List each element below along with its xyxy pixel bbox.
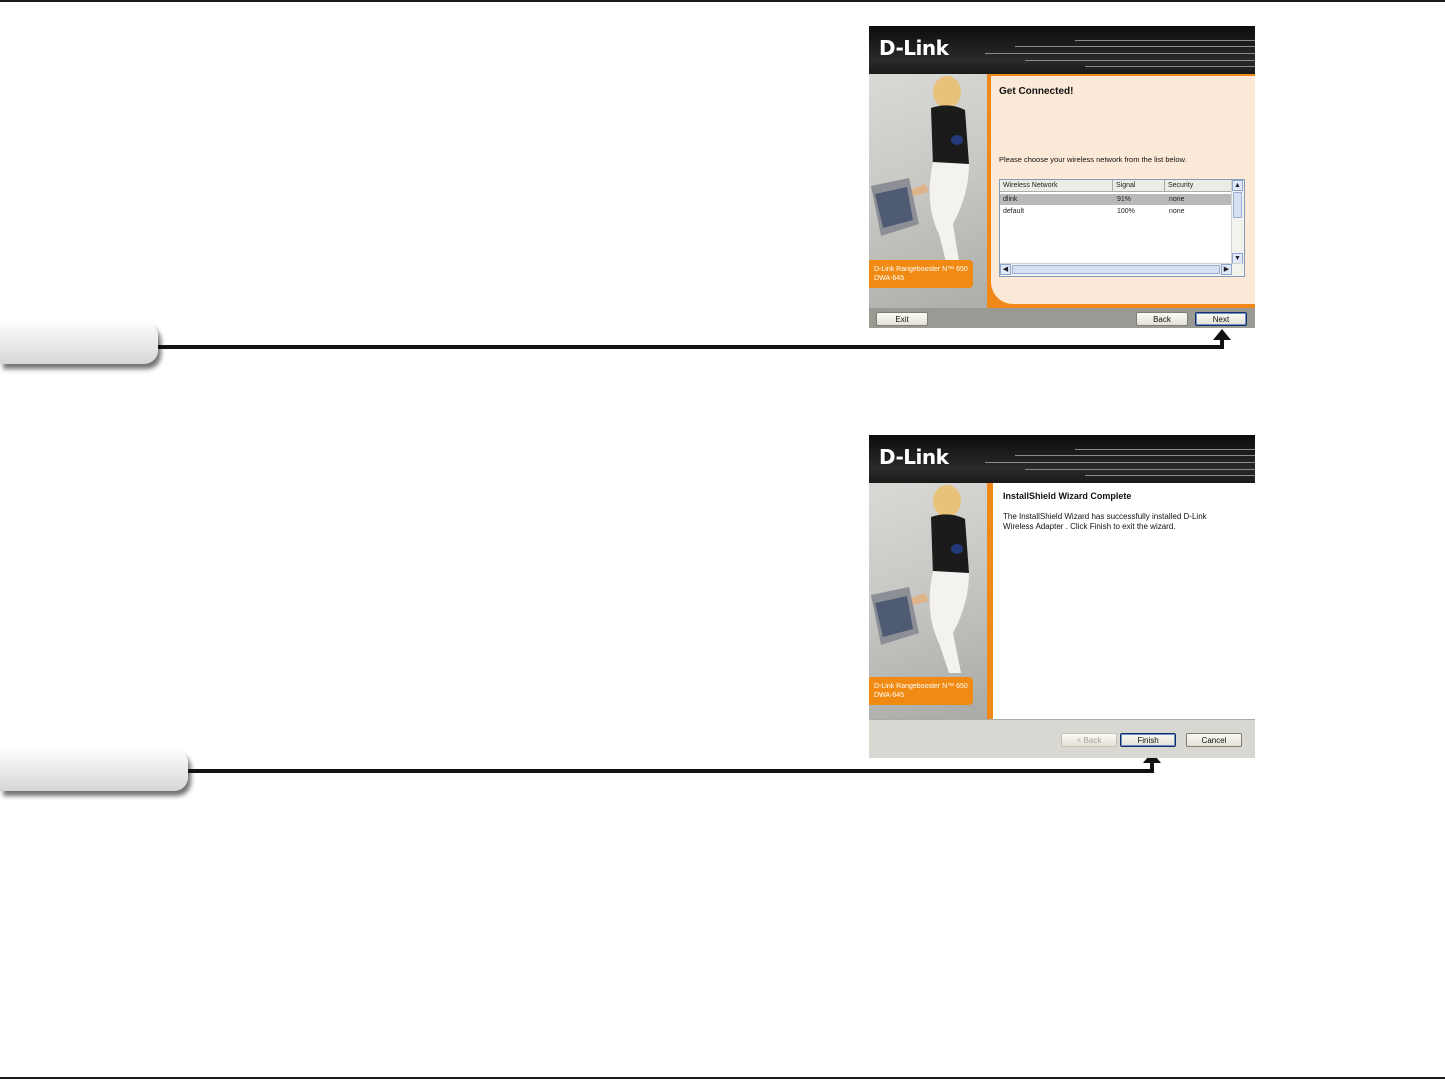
callout-2-connector bbox=[188, 769, 1154, 773]
instruction-text: Please choose your wireless network from the list below. bbox=[999, 155, 1187, 164]
dialog-header bbox=[869, 26, 1255, 74]
product-tag bbox=[869, 260, 973, 288]
back-button[interactable]: Back bbox=[1136, 312, 1188, 326]
back-button[interactable]: < Back bbox=[1061, 733, 1117, 747]
row-signal: 91% bbox=[1117, 196, 1132, 203]
row-security: none bbox=[1169, 196, 1185, 203]
callout-1-connector bbox=[158, 345, 1224, 349]
dialog-footer bbox=[869, 719, 1255, 758]
row-network: default bbox=[1003, 208, 1025, 215]
network-row[interactable] bbox=[1000, 206, 1233, 217]
install-complete-dialog bbox=[869, 435, 1255, 758]
row-security: none bbox=[1169, 208, 1185, 215]
network-row[interactable] bbox=[1000, 194, 1233, 205]
callout-1 bbox=[0, 322, 158, 364]
product-name: D-Link Rangebooster N™ 650 bbox=[874, 266, 968, 273]
vertical-scrollbar[interactable] bbox=[1231, 180, 1244, 264]
dlink-logo: D-Link bbox=[879, 36, 949, 60]
dialog-content bbox=[991, 76, 1255, 304]
scroll-up-icon[interactable]: ▲ bbox=[1232, 180, 1243, 191]
finish-button[interactable]: Finish bbox=[1120, 733, 1176, 747]
dialog-content bbox=[993, 483, 1255, 719]
get-connected-dialog bbox=[869, 26, 1255, 328]
callout-2 bbox=[0, 749, 188, 791]
top-rule bbox=[0, 0, 1445, 2]
completion-message: The InstallShield Wizard has successfully installed D-Link Wireless Adapter . Click Finish to exit the wizard. bbox=[1003, 512, 1207, 531]
dialog-title: Get Connected! bbox=[999, 86, 1074, 97]
network-list[interactable] bbox=[999, 179, 1245, 277]
scroll-thumb[interactable] bbox=[1012, 265, 1220, 274]
column-header-security[interactable]: Security bbox=[1165, 180, 1233, 192]
column-header-signal[interactable]: Signal bbox=[1113, 180, 1165, 192]
product-model: DWA-645 bbox=[874, 275, 905, 282]
horizontal-scrollbar[interactable] bbox=[1000, 263, 1244, 276]
next-button[interactable]: Next bbox=[1195, 312, 1247, 326]
callout-2-riser bbox=[1150, 763, 1154, 773]
product-name: D-Link Rangebooster N™ 650 bbox=[874, 683, 968, 690]
row-network: dlink bbox=[1003, 196, 1018, 203]
exit-button[interactable]: Exit bbox=[876, 312, 928, 326]
scroll-right-icon[interactable]: ▶ bbox=[1221, 264, 1232, 275]
scroll-thumb[interactable] bbox=[1233, 192, 1242, 218]
model-photo bbox=[869, 74, 987, 328]
bottom-rule bbox=[0, 1077, 1445, 1079]
dialog-footer bbox=[869, 308, 1255, 328]
dialog-title: InstallShield Wizard Complete bbox=[1003, 491, 1132, 501]
scroll-down-icon[interactable]: ▼ bbox=[1232, 253, 1243, 264]
column-header-network[interactable]: Wireless Network bbox=[1000, 180, 1113, 192]
product-tag bbox=[869, 677, 973, 705]
callout-1-arrow-icon bbox=[1213, 329, 1231, 340]
model-photo bbox=[869, 483, 987, 719]
dialog-header bbox=[869, 435, 1255, 483]
scroll-left-icon[interactable]: ◀ bbox=[1000, 264, 1011, 275]
cancel-button[interactable]: Cancel bbox=[1186, 733, 1242, 747]
product-model: DWA-645 bbox=[874, 692, 905, 699]
dlink-logo: D-Link bbox=[879, 445, 949, 469]
row-signal: 100% bbox=[1117, 208, 1135, 215]
